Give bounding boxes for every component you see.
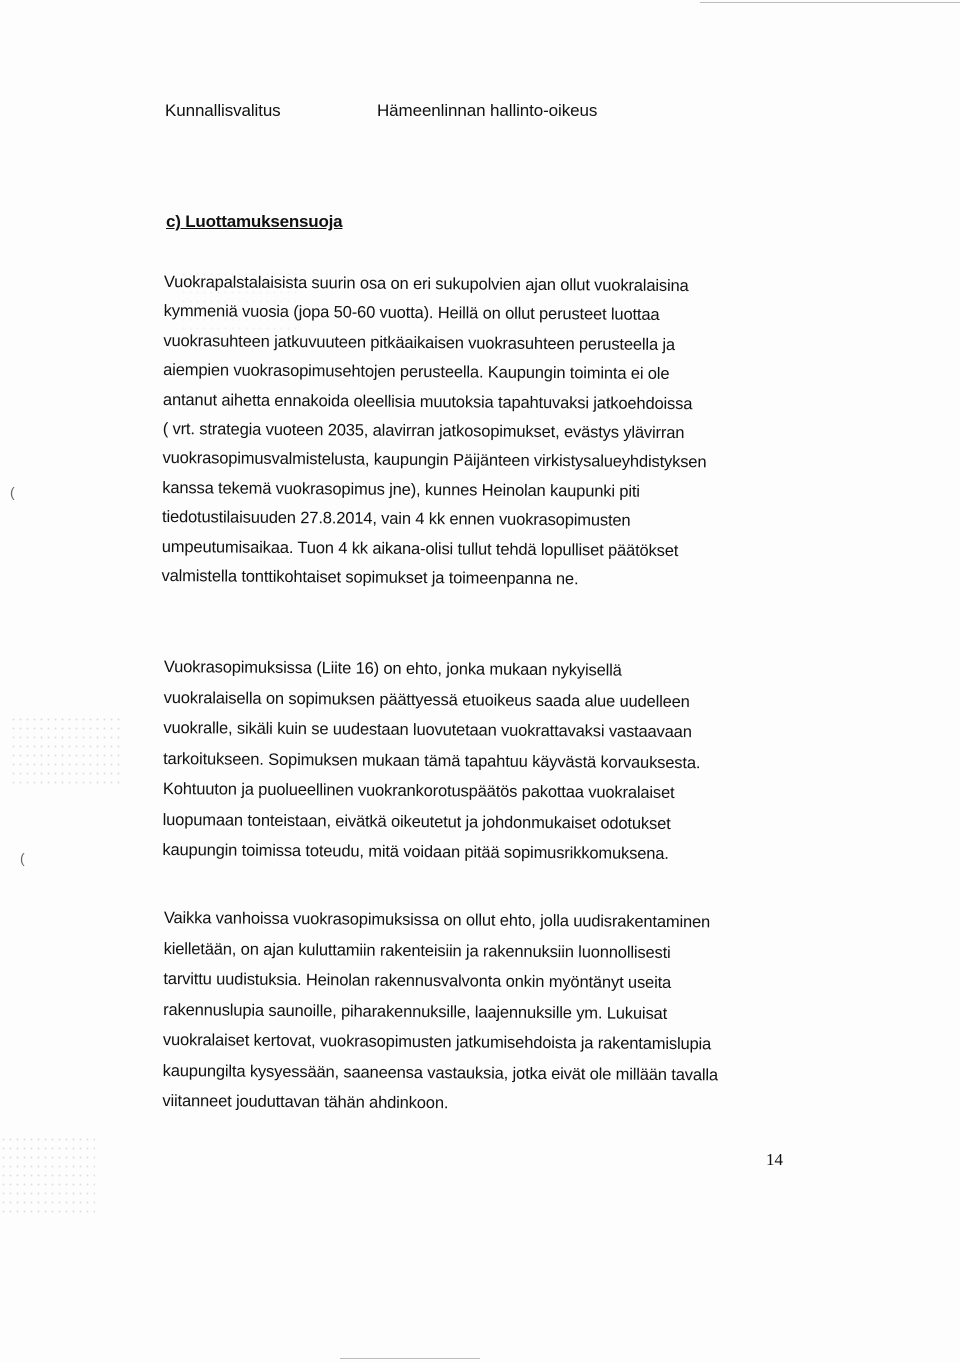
paragraph (161, 268, 804, 596)
paragraph-line: kielletään, on ajan kuluttamiin rakenteisiin ja rakennuksiin luonnollisesti (163, 939, 671, 962)
paragraph-line: antanut aihetta ennakoida oleellisia muutoksia tapahtuvaksi jatkoehdoissa (162, 390, 693, 413)
paragraph-line: kymmeniä vuosia (jopa 50-60 vuotta). Heillä on ollut perusteet luottaa (163, 302, 660, 325)
margin-mark: ( (10, 484, 15, 500)
paragraph-line: ( vrt. strategia vuoteen 2035, alavirran jatkosopimukset, evästys ylävirran (162, 420, 685, 443)
scan-edge-top (700, 2, 960, 3)
paragraph-line: vuokralaiset kertovat, vuokrasopimusten jatkumisehdoista ja rakentamislupia (162, 1030, 712, 1054)
margin-mark: ( (20, 850, 25, 866)
header-right-text: Hämeenlinnan hallinto-oikeus (377, 101, 598, 120)
paragraph-line: viitanneet jouduttavan tähän ahdinkoon. (162, 1091, 449, 1113)
paragraph-line: Vaikka vanhoissa vuokrasopimuksissa on ollut ehto, jolla uudisrakentaminen (163, 908, 711, 932)
scan-noise (0, 1135, 95, 1215)
paragraph (162, 903, 804, 1122)
paragraph-line: luopumaan tonteistaan, eivätkä oikeutetut ja johdonmukaiset odotukset (162, 810, 671, 833)
paragraph-line: tarkoitukseen. Sopimuksen mukaan tämä tapahtuu käyvästä korvauksesta. (163, 749, 701, 772)
paragraph-line: Vuokrasopimuksissa (Liite 16) on ehto, jonka mukaan nykyisellä (163, 657, 622, 680)
page-number: 14 (766, 1150, 783, 1169)
paragraph-line: kaupungin toimissa toteudu, mitä voidaan pitää sopimusrikkomuksena. (162, 840, 669, 863)
paragraph-line: vuokralaisella on sopimuksen päättyessä etuoikeus saada alue uudelleen (163, 688, 690, 711)
paragraph-line: aiempien vuokrasopimusehtojen perusteella. Kaupungin toiminta ei ole (163, 361, 670, 384)
paragraph-line: vuokrasopimusvalmistelusta, kaupungin Päijänteen virkistysalueyhdistyksen (162, 449, 707, 472)
paragraph-line: tarvittu uudistuksia. Heinolan rakennusvalvonta onkin myöntänyt useita (163, 969, 672, 992)
header-left-text: Kunnallisvalitus (165, 101, 281, 120)
paragraph-line: rakennuslupia saunoille, piharakennuksille, laajennuksille ym. Lukuisat (163, 1000, 668, 1023)
paragraph-line: tiedotustilaisuuden 27.8.2014, vain 4 kk ennen vuokrasopimusten (161, 508, 631, 530)
paragraph-line: Kohtuuton ja puolueellinen vuokrankorotuspäätös pakottaa vuokralaiset (162, 779, 675, 803)
scan-noise (10, 715, 120, 785)
paragraph (162, 652, 804, 871)
paragraph-line: kanssa tekemä vuokrasopimus jne), kunnes Heinolan kaupunki piti (162, 478, 640, 501)
section-heading: c) Luottamuksensuoja (166, 212, 343, 231)
paragraph-line: kaupungilta kysyessään, saaneensa vastauksia, jotka eivät ole millään tavalla (162, 1061, 719, 1084)
paragraph-line: vuokralle, sikäli kuin se uudestaan luovutetaan vuokrattavaksi vastaavaan (163, 718, 692, 742)
paragraph-line: valmistella tonttikohtaiset sopimukset ja toimeenpanna ne. (161, 567, 579, 589)
paragraph-line: Vuokrapalstalaisista suurin osa on eri sukupolvien ajan ollut vuokralaisina (163, 272, 689, 296)
paragraph-line: umpeutumisaikaa. Tuon 4 kk aikana-olisi tullut tehdä lopulliset päätökset (161, 537, 679, 560)
paragraph-line: vuokrasuhteen jatkuvuuteen pitkäaikaisen vuokrasuhteen perusteella ja (163, 331, 676, 354)
scan-edge-bottom (340, 1358, 480, 1359)
